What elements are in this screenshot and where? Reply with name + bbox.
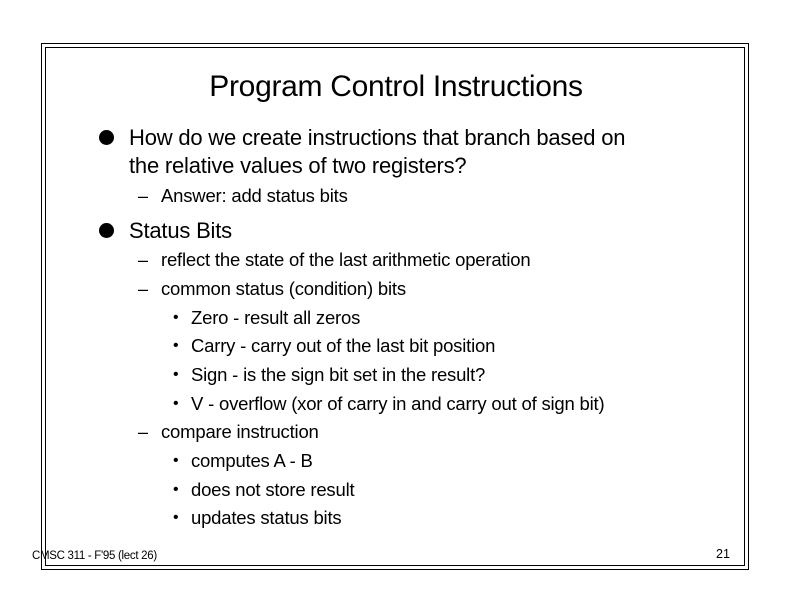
- status-bit-zero: Zero - result all zeros: [191, 307, 361, 328]
- bullet-1-line-1: How do we create instructions that branch based on: [129, 125, 626, 150]
- compare-updates: updates status bits: [191, 507, 342, 528]
- slide-title: Program Control Instructions: [209, 70, 583, 103]
- subitem-reflect: reflect the state of the last arithmetic operation: [161, 249, 531, 270]
- dash-icon: –: [138, 250, 149, 270]
- subbullet-icon: •: [173, 337, 179, 354]
- subbullet-icon: •: [173, 366, 179, 383]
- status-bit-overflow: V - overflow (xor of carry in and carry out of sign bit): [191, 393, 605, 414]
- subitem-compare: compare instruction: [161, 421, 319, 442]
- subitem-common-status: common status (condition) bits: [161, 278, 406, 299]
- subbullet-icon: •: [173, 481, 179, 498]
- compare-computes: computes A - B: [191, 450, 313, 471]
- page-number: 21: [716, 547, 730, 561]
- compare-no-store: does not store result: [191, 479, 355, 500]
- subitem-answer: Answer: add status bits: [161, 185, 348, 206]
- subbullet-icon: •: [173, 509, 179, 526]
- bullet-dot-icon: [99, 223, 114, 238]
- subbullet-icon: •: [173, 452, 179, 469]
- bullet-2-line-1: Status Bits: [129, 218, 232, 243]
- bullet-1-line-2: the relative values of two registers?: [129, 153, 467, 178]
- subbullet-icon: •: [173, 395, 179, 412]
- status-bit-carry: Carry - carry out of the last bit position: [191, 335, 496, 356]
- dash-icon: –: [138, 186, 149, 206]
- status-bit-sign: Sign - is the sign bit set in the result?: [191, 364, 486, 385]
- footer-course-label: CMSC 311 - F'95 (lect 26): [32, 550, 157, 562]
- dash-icon: –: [138, 279, 149, 299]
- bullet-dot-icon: [99, 130, 114, 145]
- dash-icon: –: [138, 422, 149, 442]
- subbullet-icon: •: [173, 309, 179, 326]
